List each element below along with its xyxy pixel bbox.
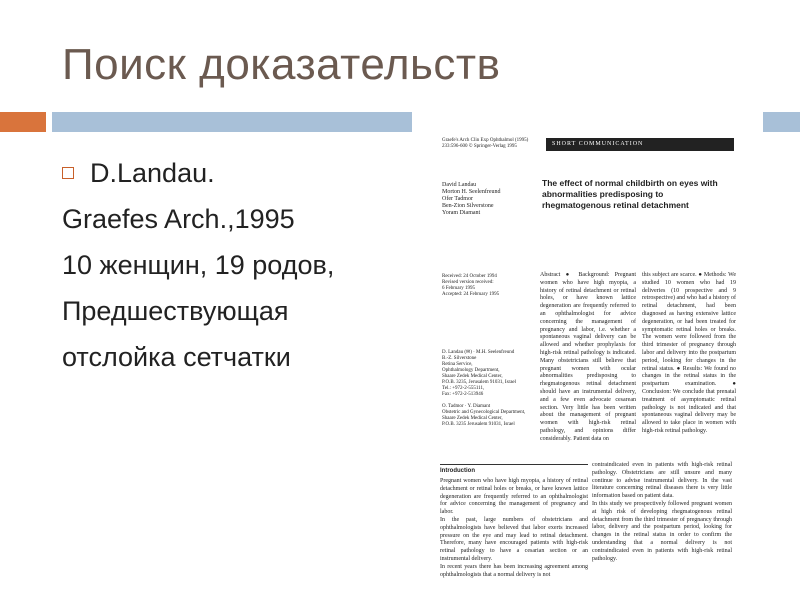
abstract-column-1: Abstract ● Background: Pregnant women who have high myopia, a history of retinal detachment or retinal holes, or have known lattice degeneration are frequently referred to an ophthalmologist for advice concerning the management of pregnancy and labor, i.e. whether a spontaneous vaginal delivery can be allowed and whether prophylaxis for high-risk retinal pathology is indicated. Many obstetricians still believe that pregnant women with ocular abnormalities predisposing to rhegmatogenous retinal detachment should have an instrumental delivery, and a few even advocate cesarean section. Very little has been written about the management of pregnant women with high-risk retinal pathology, and opinions differ considerably. Patient data on bbox=[540, 272, 636, 442]
article-dates: Received: 24 October 1994 Revised version received: 6 February 1995 Accepted: 24 February 1995 bbox=[442, 274, 500, 297]
intro-column-1: Pregnant women who have high myopia, a history of retinal detachment or retinal holes or breaks, or have known lattice degeneration are frequently referred to an ophthalmologist for advice concerning the management of pregnancy and labor. In the past, large numbers of obstetricians and ophthalmologists have believed that labor exerts increased pressure on the eye and may lead to retinal detachment. Therefore, many have encouraged patients with high-risk retinal pathology to have a cesarian section or an instrumental delivery. In recent years there has been increasing agreement among ophthalmologists that a normal delivery is not bbox=[440, 478, 588, 578]
intro-column-2: contraindicated even in patients with high-risk retinal pathology. Obstetricians are still unsure and many continue to advise instrumental delivery. In the vast literature concerning retinal diseases there is very little information based on patient data. In this study we prospectively followed pregnant women at high risk of developing rhegmatogenous retinal detachment from the third trimester of pregnancy through labor, delivery and the postpartum period, looking for changes in the retinal status in order to confirm the understanding that a normal delivery is not contraindicated even in patients with high-risk retinal pathology. bbox=[592, 462, 732, 562]
article-title: The effect of normal childbirth on eyes with abnormalities predisposing to rhegmatogenous retinal detachment bbox=[542, 178, 718, 210]
accent-bar-blue bbox=[52, 112, 412, 132]
slide-title: Поиск доказательств bbox=[62, 40, 501, 89]
bullet-text: Graefes Arch.,1995 bbox=[62, 204, 295, 234]
square-bullet-icon bbox=[62, 167, 74, 179]
article-authors: David Landau Morton H. Seelenfreund Ofer Tadmor Ben-Zion Silverstone Yoram Diamant bbox=[442, 182, 501, 216]
bullet-item bbox=[62, 150, 422, 196]
bullet-text: Предшествующая bbox=[62, 296, 289, 326]
bullet-list bbox=[62, 150, 422, 380]
bullet-text: отслойка сетчатки bbox=[62, 342, 291, 372]
bullet-text: 10 женщин, 19 родов, bbox=[62, 250, 335, 280]
author-affiliation: D. Landau (✉) · M.H. Seelenfreund B.-Z. Silverstone Retina Service, Ophthalmology Department, Shaare Zedek Medical Center, P.O.B. 3235, Jerusalem 91031, Israel Tel.: +972-2-555111, Fax: +972-2-513946 O. Tadmor · Y. Diamant Obstetric and Gynecological Department, Shaare Zedek Medical Center, P.O.B. 3235 Jerusalem 91031, Israel bbox=[442, 350, 526, 427]
journal-citation: Graefe's Arch Clin Exp Ophthalmol (1995) 233:596-600 © Springer-Verlag 1995 bbox=[442, 138, 529, 149]
accent-bar-blue-right bbox=[763, 112, 800, 132]
bullet-text: D.Landau. bbox=[90, 158, 215, 188]
article-scan bbox=[436, 136, 736, 578]
accent-bar-orange bbox=[0, 112, 46, 132]
intro-heading: Introduction bbox=[440, 464, 588, 474]
abstract-column-2: this subject are scarce. ● Methods: We studied 10 women who had 19 deliveries (10 prospective and 9 retrospective) and who had a history of retinal detachment, had been diagnosed as having extensive lattice degeneration, or had been treated for symptomatic retinal holes or breaks. The women were followed from the third trimester of pregnancy through labor and delivery into the postpartum period, looking for changes in the retinal status. ● Results: We found no changes in the retinal status in the postpartum examination. ● Conclusion: We conclude that prenatal treatment of asymptomatic retinal pathology is not indicated and that spontaneous vaginal delivery may be allowed to take place in women with high-risk retinal pathology. bbox=[642, 272, 736, 434]
section-label: SHORT COMMUNICATION bbox=[546, 138, 734, 151]
